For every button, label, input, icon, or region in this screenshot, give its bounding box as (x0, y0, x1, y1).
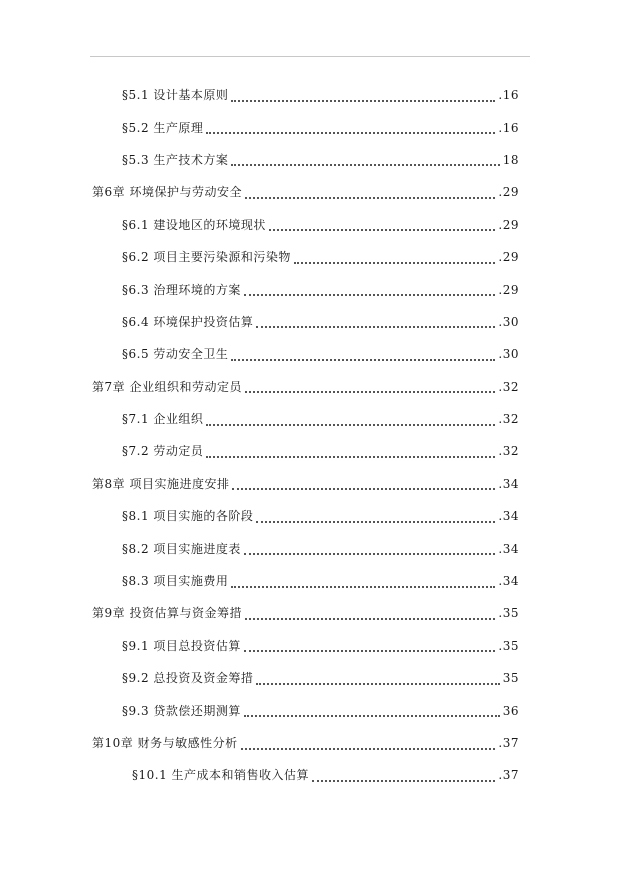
toc-entry-title: §9.1 项目总投资估算 (122, 638, 241, 653)
toc-entry-title: §8.3 项目实施费用 (122, 574, 229, 589)
toc-chapter-entry[interactable] (0, 176, 621, 208)
toc-page-number: .29 (498, 217, 519, 232)
toc-section-entry[interactable] (0, 144, 621, 176)
dot-leader (294, 261, 496, 264)
toc-entry-title: §6.5 劳动安全卫生 (122, 347, 229, 362)
dot-leader (256, 520, 495, 523)
dot-leader (241, 747, 496, 750)
toc-entry-title: §5.2 生产原理 (122, 120, 204, 135)
dot-leader (256, 682, 499, 685)
toc-section-entry[interactable] (0, 662, 621, 694)
toc-section-entry[interactable] (0, 273, 621, 305)
toc-section-entry[interactable] (0, 338, 621, 370)
toc-section-entry[interactable] (0, 306, 621, 338)
toc-page-number: .34 (498, 509, 519, 524)
dot-leader (244, 293, 496, 296)
toc-entry-title: 第9章 投资估算与资金筹措 (92, 606, 242, 621)
toc-section-entry[interactable] (0, 241, 621, 273)
toc-entry-title: 第8章 项目实施进度安排 (92, 476, 230, 491)
toc-page-number: .32 (498, 444, 519, 459)
toc-page-number: 18 (502, 152, 519, 167)
toc-page-number: .32 (498, 379, 519, 394)
toc-page-number: .29 (498, 250, 519, 265)
toc-page-number: .30 (498, 314, 519, 329)
dot-leader (245, 390, 495, 393)
toc-entry-title: §6.1 建设地区的环境现状 (122, 217, 266, 232)
toc-section-entry[interactable] (0, 435, 621, 467)
toc-section-entry[interactable] (0, 209, 621, 241)
toc-entry-title: §5.1 设计基本原则 (122, 88, 229, 103)
toc-section-entry[interactable] (0, 403, 621, 435)
dot-leader (232, 487, 495, 490)
toc-page-number: .16 (498, 120, 519, 135)
toc-entry-title: §10.1 生产成本和销售收入估算 (132, 768, 310, 783)
dot-leader (245, 196, 495, 199)
toc-page-number: .29 (498, 282, 519, 297)
toc-page-number: .37 (498, 736, 519, 750)
toc-entry-title: §7.1 企业组织 (122, 412, 204, 427)
dot-leader (312, 779, 495, 782)
toc-section-entry[interactable] (0, 79, 621, 111)
dot-leader (206, 423, 495, 426)
toc-page-number: .37 (498, 768, 519, 783)
toc-page-number: .34 (498, 574, 519, 589)
toc-chapter-entry[interactable] (0, 597, 621, 629)
dot-leader (231, 358, 495, 361)
toc-entry-title: §6.4 环境保护投资估算 (122, 314, 254, 329)
toc-entry-title: §8.1 项目实施的各阶段 (122, 509, 254, 524)
toc-entry-title: §9.2 总投资及资金筹措 (122, 671, 254, 686)
toc-section-entry[interactable] (0, 532, 621, 564)
dot-leader (244, 552, 496, 555)
toc-section-entry[interactable] (0, 694, 621, 726)
toc-chapter-entry[interactable] (0, 727, 621, 759)
toc-section-entry[interactable] (0, 565, 621, 597)
dot-leader (244, 714, 500, 717)
toc-entry-title: §6.2 项目主要污染源和污染物 (122, 250, 291, 265)
dot-leader (231, 163, 499, 166)
toc-section-entry[interactable] (0, 111, 621, 143)
toc-chapter-entry[interactable] (0, 371, 621, 403)
dot-leader (231, 99, 495, 102)
toc-entry-title: §7.2 劳动定员 (122, 444, 204, 459)
toc-entry-title: §6.3 治理环境的方案 (122, 282, 241, 297)
toc-page-number: .35 (498, 638, 519, 653)
toc-page-number: 36 (502, 703, 519, 718)
toc-page-number: .34 (498, 476, 519, 491)
dot-leader (269, 228, 496, 231)
dot-leader (244, 649, 496, 652)
dot-leader (206, 455, 495, 458)
table-of-contents (0, 79, 621, 792)
toc-entry-title: 第7章 企业组织和劳动定员 (92, 379, 242, 394)
toc-page-number: .29 (498, 185, 519, 200)
toc-entry-title: 第6章 环境保护与劳动安全 (92, 185, 242, 200)
toc-page-number: .34 (498, 541, 519, 556)
toc-page-number: 35 (502, 671, 519, 686)
toc-section-entry[interactable] (0, 500, 621, 532)
toc-page-number: .16 (498, 88, 519, 103)
toc-entry-title: §5.3 生产技术方案 (122, 152, 229, 167)
toc-section-entry[interactable] (0, 759, 621, 791)
toc-entry-title: §8.2 项目实施进度表 (122, 541, 241, 556)
dot-leader (206, 131, 495, 134)
toc-page-number: .32 (498, 412, 519, 427)
toc-chapter-entry[interactable] (0, 468, 621, 500)
dot-leader (245, 617, 495, 620)
toc-entry-title: 第10章 财务与敏感性分析 (92, 736, 238, 750)
dot-leader (231, 585, 495, 588)
dot-leader (256, 325, 495, 328)
toc-page-number: .30 (498, 347, 519, 362)
header-rule (90, 56, 530, 57)
toc-section-entry[interactable] (0, 630, 621, 662)
toc-page-number: .35 (498, 606, 519, 621)
toc-entry-title: §9.3 贷款偿还期测算 (122, 703, 241, 718)
